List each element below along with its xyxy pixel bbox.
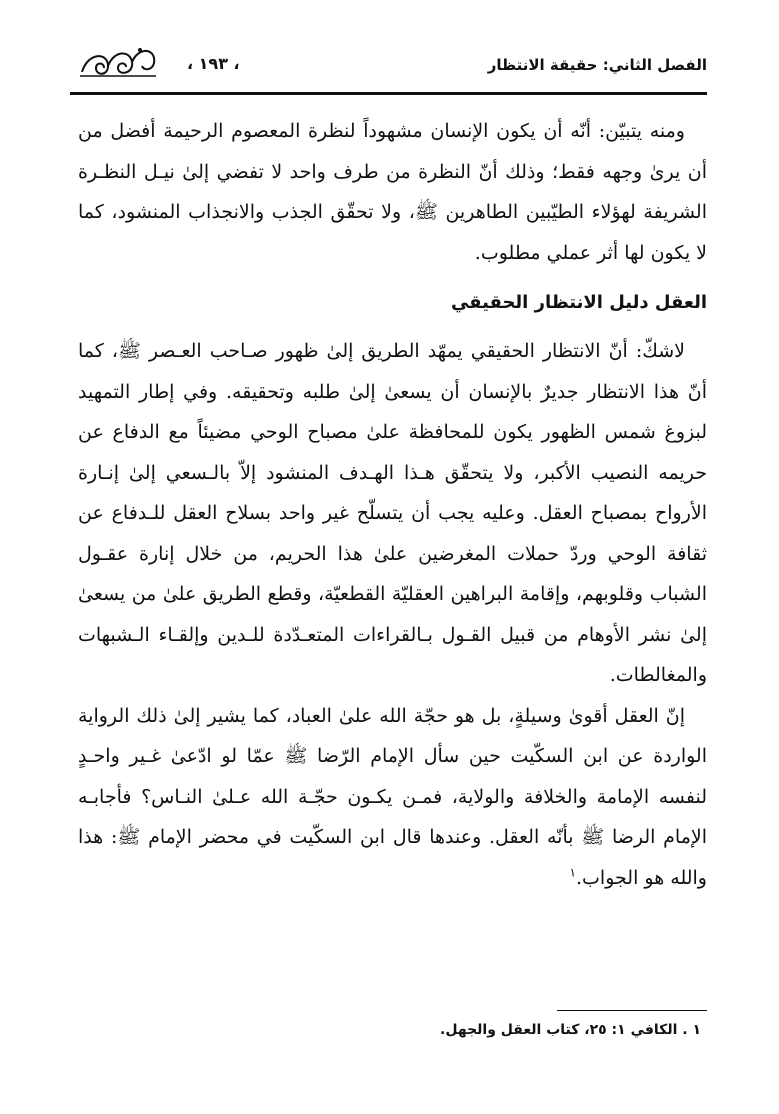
paragraph-2: لاشكّ: أنّ الانتظار الحقيقي يمهّد الطريق إلىٰ ظهور صـاحب العـصر ﷺ، كما أنّ هذا الانتظار جديرٌ بالإنسان أن يسعىٰ إلىٰ طلبه وتحقيقه. وفي إطار التمهيد لبزوغ شمس الظهور يكون للمحافظة علىٰ مصباح الوحي مضيئاً مع الدفاع عن حريمه النصيب الأكبر، ولا يتحقّق هـذا الهـدف المنشود إلاّ بالـسعي إلىٰ إنـارة الأرواح بمصباح العقل. وعليه يجب أن يتسلّح غير واحد بسلاح العقل للـدفاع عن ثقافة الوحي وردّ حملات المغرضين علىٰ هذا الحريم، من خلال إنارة عقـول الشباب وقلوبهم، وإقامة البراهين العقليّة القطعيّة، وقطع الطريق علىٰ من يسعىٰ إلىٰ نشر الأوهام من قبيل القـول بـالقراءات المتعـدّدة للـدين وإلقـاء الـشبهات والمغالطات. bbox=[78, 340, 707, 686]
footnote: ١ . الكافي ١: ٢٥، كتاب العقل والجهل. bbox=[440, 1022, 701, 1038]
page-number-value: ١٩٣ bbox=[198, 54, 228, 73]
footnote-divider bbox=[557, 1010, 707, 1011]
page-number: ، ١٩٣ ، bbox=[187, 54, 240, 73]
paragraph-3 bbox=[78, 696, 707, 899]
header-divider bbox=[70, 92, 707, 95]
ornament-icon bbox=[78, 42, 158, 82]
footnote-marker: ١ bbox=[569, 865, 576, 880]
page-header bbox=[70, 42, 707, 86]
chapter-title: الفصل الثاني: حقيقة الانتظار bbox=[487, 56, 707, 74]
paragraph-3-text: إنّ العقل أقوىٰ وسيلةٍ، بل هو حجّة الله علىٰ العباد، كما يشير إلىٰ ذلك الرواية الواردة عن ابن السكّيت حين سأل الإمام الرّضا ﷺ عمّا لو ادّعىٰ غـير واحـدٍ لنفسه الإمامة والخلافة والولاية، فمـن يكـون حجّـة الله عـلىٰ النـاس؟ فأجابـه الإمام الرضا ﷺ بأنّه العقل. وعندها قال ابن السكّيت في محضر الإمام ﷺ: هذا والله هو الجواب. bbox=[78, 704, 707, 889]
section-heading: العقل دليل الانتظار الحقيقي bbox=[450, 292, 707, 313]
main-text bbox=[78, 111, 707, 898]
paragraph-1: ومنه يتبيّن: أنّه أن يكون الإنسان مشهوداً لنظرة المعصوم الرحيمة أفضل من أن يرىٰ وجهه فقط؛ وذلك أنّ النظرة من طرف واحد لا تفضي إلىٰ نيـل النظـرة الشريفة لهؤلاء الطيّبين الطاهرين ﷺ، ولا تحقّق الجذب والانجذاب المنشود، كما لا يكون لها أثر عملي مطلوب. bbox=[78, 120, 707, 264]
